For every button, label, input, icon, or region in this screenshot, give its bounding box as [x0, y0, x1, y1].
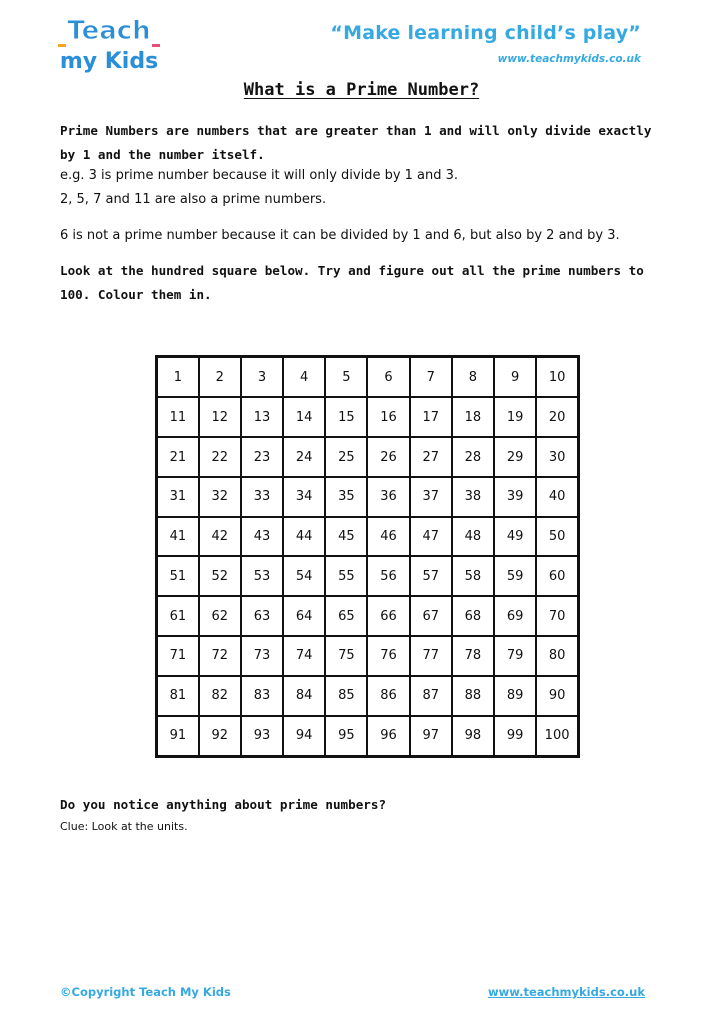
number-cell[interactable]: 38 — [452, 477, 494, 517]
number-cell[interactable]: 16 — [367, 397, 409, 437]
number-cell[interactable]: 87 — [410, 676, 452, 716]
hundred-square — [155, 355, 580, 758]
number-cell[interactable]: 8 — [452, 357, 494, 398]
number-cell[interactable]: 88 — [452, 676, 494, 716]
number-cell[interactable]: 46 — [367, 517, 409, 557]
number-cell[interactable]: 56 — [367, 556, 409, 596]
number-cell[interactable]: 63 — [241, 596, 283, 636]
number-cell[interactable]: 44 — [283, 517, 325, 557]
clue-text: Clue: Look at the units. — [60, 820, 188, 833]
grid-row — [157, 357, 579, 398]
question-text: Do you notice anything about prime numbers? — [60, 797, 387, 812]
number-cell[interactable]: 92 — [199, 716, 241, 757]
grid-row — [157, 437, 579, 477]
number-cell[interactable]: 39 — [494, 477, 536, 517]
grid-row — [157, 556, 579, 596]
number-cell[interactable]: 75 — [325, 636, 367, 676]
number-cell[interactable]: 27 — [410, 437, 452, 477]
number-cell[interactable]: 58 — [452, 556, 494, 596]
page-title: What is a Prime Number? — [243, 80, 480, 100]
grid-row — [157, 716, 579, 757]
number-cell[interactable]: 100 — [536, 716, 578, 757]
grid-row — [157, 676, 579, 716]
number-cell[interactable]: 93 — [241, 716, 283, 757]
number-cell[interactable]: 19 — [494, 397, 536, 437]
number-cell[interactable]: 96 — [367, 716, 409, 757]
number-cell[interactable]: 64 — [283, 596, 325, 636]
number-cell[interactable]: 61 — [157, 596, 199, 636]
number-cell[interactable]: 22 — [199, 437, 241, 477]
number-cell[interactable]: 33 — [241, 477, 283, 517]
number-cell[interactable]: 83 — [241, 676, 283, 716]
header-website-link[interactable]: www.teachmykids.co.uk — [497, 53, 641, 65]
number-cell[interactable]: 94 — [283, 716, 325, 757]
logo-text-teach: Teach — [67, 16, 151, 46]
number-cell[interactable]: 90 — [536, 676, 578, 716]
number-cell[interactable]: 31 — [157, 477, 199, 517]
number-cell[interactable]: 30 — [536, 437, 578, 477]
number-cell[interactable]: 55 — [325, 556, 367, 596]
grid-row — [157, 477, 579, 517]
number-cell[interactable]: 36 — [367, 477, 409, 517]
number-cell[interactable]: 84 — [283, 676, 325, 716]
number-cell[interactable]: 26 — [367, 437, 409, 477]
number-cell[interactable]: 21 — [157, 437, 199, 477]
footer-copyright: ©Copyright Teach My Kids — [60, 985, 231, 999]
logo-accent-pink — [152, 44, 160, 47]
number-cell[interactable]: 6 — [367, 357, 409, 398]
number-cell[interactable]: 43 — [241, 517, 283, 557]
number-cell[interactable]: 60 — [536, 556, 578, 596]
number-cell[interactable]: 49 — [494, 517, 536, 557]
number-cell[interactable]: 37 — [410, 477, 452, 517]
number-cell[interactable]: 15 — [325, 397, 367, 437]
number-cell[interactable]: 20 — [536, 397, 578, 437]
number-cell[interactable]: 10 — [536, 357, 578, 398]
number-cell[interactable]: 97 — [410, 716, 452, 757]
number-cell[interactable]: 48 — [452, 517, 494, 557]
number-cell[interactable]: 50 — [536, 517, 578, 557]
number-cell[interactable]: 9 — [494, 357, 536, 398]
number-cell[interactable]: 74 — [283, 636, 325, 676]
number-cell[interactable]: 82 — [199, 676, 241, 716]
number-cell[interactable]: 91 — [157, 716, 199, 757]
number-cell[interactable]: 47 — [410, 517, 452, 557]
number-cell[interactable]: 65 — [325, 596, 367, 636]
number-cell[interactable]: 66 — [367, 596, 409, 636]
number-cell[interactable]: 95 — [325, 716, 367, 757]
teach-my-kids-logo — [56, 12, 162, 74]
number-cell[interactable]: 35 — [325, 477, 367, 517]
number-cell[interactable]: 99 — [494, 716, 536, 757]
number-cell[interactable]: 71 — [157, 636, 199, 676]
number-cell[interactable]: 53 — [241, 556, 283, 596]
number-cell[interactable]: 59 — [494, 556, 536, 596]
number-cell[interactable]: 52 — [199, 556, 241, 596]
number-cell[interactable]: 14 — [283, 397, 325, 437]
number-cell[interactable]: 11 — [157, 397, 199, 437]
definition-text: Prime Numbers are numbers that are greater than 1 and will only divide exactly by 1 and the number itself. — [60, 123, 652, 162]
grid-row — [157, 636, 579, 676]
number-cell[interactable]: 45 — [325, 517, 367, 557]
number-cell[interactable]: 25 — [325, 437, 367, 477]
grid-row — [157, 596, 579, 636]
non-prime-text: 6 is not a prime number because it can be divided by 1 and 6, but also by 2 and by 3. — [60, 228, 620, 243]
number-cell[interactable]: 1 — [157, 357, 199, 398]
number-cell[interactable]: 7 — [410, 357, 452, 398]
number-cell[interactable]: 13 — [241, 397, 283, 437]
number-cell[interactable]: 80 — [536, 636, 578, 676]
grid-row — [157, 397, 579, 437]
number-cell[interactable]: 86 — [367, 676, 409, 716]
number-cell[interactable]: 51 — [157, 556, 199, 596]
number-cell[interactable]: 17 — [410, 397, 452, 437]
number-cell[interactable]: 76 — [367, 636, 409, 676]
number-cell[interactable]: 2 — [199, 357, 241, 398]
footer-website-link[interactable]: www.teachmykids.co.uk — [487, 985, 645, 999]
number-cell[interactable]: 5 — [325, 357, 367, 398]
number-cell[interactable]: 41 — [157, 517, 199, 557]
number-cell[interactable]: 67 — [410, 596, 452, 636]
number-cell[interactable]: 32 — [199, 477, 241, 517]
number-cell[interactable]: 57 — [410, 556, 452, 596]
logo-text-mykids: my Kids — [59, 49, 159, 74]
number-cell[interactable]: 24 — [283, 437, 325, 477]
number-cell[interactable]: 85 — [325, 676, 367, 716]
number-cell[interactable]: 42 — [199, 517, 241, 557]
number-cell[interactable]: 72 — [199, 636, 241, 676]
number-cell[interactable]: 81 — [157, 676, 199, 716]
number-cell[interactable]: 3 — [241, 357, 283, 398]
number-cell[interactable]: 40 — [536, 477, 578, 517]
grid-row — [157, 517, 579, 557]
number-cell[interactable]: 12 — [199, 397, 241, 437]
number-cell[interactable]: 79 — [494, 636, 536, 676]
instruction-text: Look at the hundred square below. Try and figure out all the prime numbers to 100. Colour them in. — [60, 263, 644, 302]
number-cell[interactable]: 89 — [494, 676, 536, 716]
number-cell[interactable]: 23 — [241, 437, 283, 477]
number-cell[interactable]: 28 — [452, 437, 494, 477]
number-cell[interactable]: 73 — [241, 636, 283, 676]
tagline: “Make learning child’s play” — [330, 22, 641, 44]
example-text-2: 2, 5, 7 and 11 are also a prime numbers. — [60, 192, 327, 207]
number-cell[interactable]: 77 — [410, 636, 452, 676]
number-cell[interactable]: 98 — [452, 716, 494, 757]
example-text: e.g. 3 is prime number because it will only divide by 1 and 3. — [60, 168, 459, 183]
number-cell[interactable]: 69 — [494, 596, 536, 636]
number-cell[interactable]: 18 — [452, 397, 494, 437]
number-cell[interactable]: 29 — [494, 437, 536, 477]
number-cell[interactable]: 70 — [536, 596, 578, 636]
number-cell[interactable]: 62 — [199, 596, 241, 636]
logo-accent-orange — [58, 44, 66, 47]
number-cell[interactable]: 78 — [452, 636, 494, 676]
number-cell[interactable]: 4 — [283, 357, 325, 398]
number-cell[interactable]: 54 — [283, 556, 325, 596]
number-cell[interactable]: 34 — [283, 477, 325, 517]
number-cell[interactable]: 68 — [452, 596, 494, 636]
